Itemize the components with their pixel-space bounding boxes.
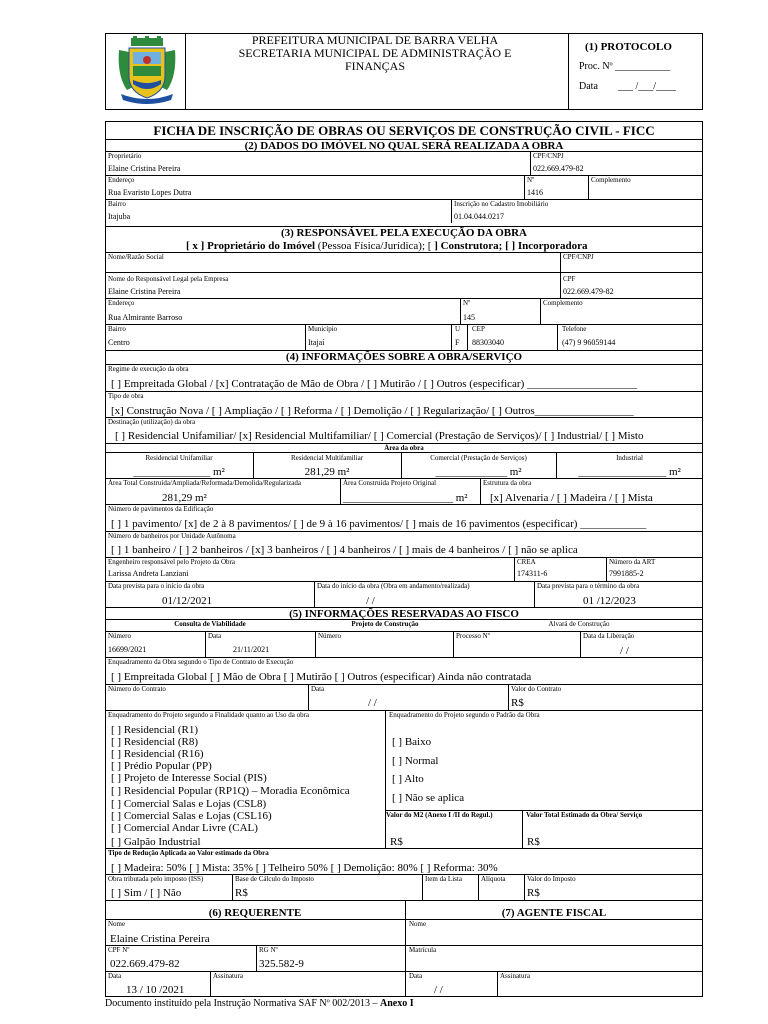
uf-label: U [455,325,461,333]
destinacao-options[interactable]: [ ] Residencial Unifamiliar/ [x] Residencial Multifamiliar/ [ ] Comercial (Prestação de Serviços)/ [ ] Industrial/ [ ] Misto [115,430,644,442]
estrutura-options[interactable]: [x] Alvenaria / [ ] Madeira / [ ] Mista [490,492,653,504]
bairro-label: Bairro [108,200,126,208]
area-val-1[interactable]: 281,29 m² [304,466,350,478]
base-field[interactable]: R$ [235,887,248,899]
area-col-3: Industrial [616,454,643,462]
inicio-label: Data prevista para o início da obra [108,582,205,590]
contrato-data-field[interactable]: / / [368,697,377,709]
viab-data-label: Data [208,632,222,640]
sec3-endereco-field[interactable]: Rua Almirante Barroso [108,313,183,322]
sec6-title: (6) REQUERENTE [208,907,302,919]
banheiros-options[interactable]: [ ] 1 banheiro / [ ] 2 banheiros / [x] 3 banheiros / [ ] 4 banheiros / [ ] mais de 4 banheiros / [ ] não se aplica [111,544,578,556]
crea-field[interactable]: 174311-6 [517,569,548,578]
requerente-nome-label: Nome [108,920,126,928]
municipio-label: Município [308,325,338,333]
area-val-2[interactable]: _____________ m² [435,466,522,478]
sec2-title: (2) DADOS DO IMÓVEL NO QUAL SERÁ REALIZADA A OBRA [244,140,564,152]
cep-label: CEP [472,325,485,333]
inscricao-label: Inscrição no Cadastro Imobiliário [454,200,549,208]
org-name-1: PREFEITURA MUNICIPAL DE BARRA VELHA [251,33,499,47]
sec3-options[interactable] [186,240,588,252]
proprietario-field[interactable]: Elaine Cristina Pereira [108,164,181,173]
valor-total-label: Valor Total Estimado da Obra/ Serviço [526,811,643,819]
contrato-label: Número do Contrato [108,685,166,693]
proprietario-label: Proprietário [108,152,142,160]
requerente-data-label: Data [108,972,122,980]
imposto-label: Valor do Imposto [527,875,576,883]
area-col-2: Comercial (Prestação de Serviços) [430,454,527,462]
sec3-cpf-label: CPF/CNPJ [563,253,594,261]
proc-number-field[interactable]: Proc. Nº ___________ [579,61,671,72]
fin-item-9[interactable]: [ ] Galpão Industrial [111,836,201,848]
imposto-field[interactable]: R$ [527,887,540,899]
inscricao-field[interactable]: 01.04.044.0217 [454,212,504,221]
razao-social-label: Nome/Razão Social [108,253,164,261]
sec3-numero-label: Nº [463,299,471,307]
valor-m2-label: Valor do M2 (Anexo I /II do Regul.) [386,811,493,819]
pavimentos-options[interactable]: [ ] 1 pavimento/ [x] de 2 à 8 pavimentos/ [ ] de 9 à 16 pavimentos/ [ ] mais de 16 pavimentos (especificar) ____________ [111,518,647,530]
art-label: Número da ART [609,558,656,566]
fin-item-5[interactable]: [ ] Residencial Popular (RP1Q) – Moradia Econômica [111,785,350,797]
cpf-label: CPF/CNPJ [533,152,564,160]
engenheiro-field[interactable]: Larissa Andreta Lanziani [108,569,189,578]
footer-note [105,998,414,1010]
telefone-label: Telefone [562,325,587,333]
requerente-data-field[interactable]: 13 / 10 /2021 [126,984,185,996]
padrao-item-0[interactable]: [ ] Baixo [392,736,432,748]
area-col-0: Residencial Unifamiliar [145,454,213,462]
sec3-numero-field[interactable]: 145 [463,313,475,322]
tributada-options[interactable]: [ ] Sim / [ ] Não [111,887,182,899]
responsavel-field[interactable]: Elaine Cristina Pereira [108,287,181,296]
org-name-2: SECRETARIA MUNICIPAL DE ADMINISTRAÇÃO E [238,46,512,60]
crea-label: CREA [517,558,536,566]
bairro-field[interactable]: Itajuba [108,212,131,221]
requerente-cpf-field[interactable]: 022.669.479-82 [110,958,180,970]
area-obra-label: Área da obra [384,444,424,452]
regime-label: Regime de execução da obra [108,365,189,373]
agente-data-label: Data [409,972,423,980]
valor-total-field[interactable]: R$ [527,836,540,848]
fin-item-6[interactable]: [ ] Comercial Salas e Lojas (CSL8) [111,798,267,810]
endereco-field[interactable]: Rua Evaristo Lopes Dutra [108,188,192,197]
sec7-title: (7) AGENTE FISCAL [501,907,607,919]
termino-label: Data prevista para o término da obra [537,582,640,590]
numero-field[interactable]: 1416 [527,188,543,197]
reducao-label: Tipo de Redução Aplicada ao Valor estimado da Obra [108,849,269,857]
header-divider-right [568,33,569,110]
valor-m2-field[interactable]: R$ [390,836,403,848]
requerente-rg-label: RG Nº [259,946,278,954]
requerente-nome-field[interactable]: Elaine Cristina Pereira [110,933,210,945]
telefone-field[interactable]: (47) 9 96059144 [562,338,616,347]
alvara-label: Alvará de Construção [548,620,610,628]
cpf2-field[interactable]: 022.669.479-82 [563,287,614,296]
reducao-options[interactable]: [ ] Madeira: 50% [ ] Mista: 35% [ ] Telheiro 50% [ ] Demolição: 80% [ ] Reforma: 30% [111,862,498,874]
requerente-assinatura-label: Assinatura [213,972,243,980]
andamento-field[interactable]: / / [366,595,375,607]
agente-matricula-label: Matrícula [409,946,437,954]
liberacao-label: Data da Liberação [583,632,635,640]
tipo-obra-label: Tipo de obra [108,392,144,400]
opt-construtora[interactable]: ] Construtora; [ ] Incorporadora [434,240,588,252]
viabilidade-label: Consulta de Viabilidade [174,620,246,628]
cep-field[interactable]: 88303040 [472,338,504,347]
footer-anexo: Anexo I [380,998,414,1009]
regime-options[interactable]: [ ] Empreitada Global / [x] Contratação de Mão de Obra / [ ] Mutirão / [ ] Outros (especificar) ____________________ [111,378,638,390]
tipo-obra-options[interactable]: [x] Construção Nova / [ ] Ampliação / [ ] Reforma / [ ] Demolição / [ ] Regularização/ [ ] Outros__________________ [111,405,634,417]
fin-item-7[interactable]: [ ] Comercial Salas e Lojas (CSL16) [111,810,272,822]
padrao-item-1[interactable]: [ ] Normal [392,755,439,767]
agente-data-field[interactable]: / / [434,984,443,996]
liberacao-field[interactable]: / / [620,645,629,657]
viab-numero-field[interactable]: 16699/2021 [108,645,147,654]
sec3-title: (3) RESPONSÁVEL PELA EXECUÇÃO DA OBRA [280,227,527,239]
endereco-label: Endereço [108,176,135,184]
padrao-item-2[interactable]: [ ] Alto [392,773,424,785]
estrutura-label: Estrutura da obra [483,479,532,487]
coat-of-arms-logo [115,36,179,104]
area-col-1: Residencial Multifamiliar [290,454,364,462]
engenheiro-label: Engenheiro responsável pelo Projeto da Obra [108,558,235,566]
inicio-field[interactable]: 01/12/2021 [162,595,213,607]
valor-contrato-field[interactable]: R$ [511,697,524,709]
fin-item-0[interactable]: [ ] Residencial (R1) [111,724,199,736]
area-total-label: Área Total Construída/Ampliada/Reformada/Demolida/Regularizada [108,479,301,487]
pavimentos-label: Número de pavimentos da Edificação [108,505,214,513]
area-projeto-field[interactable]: ____________________ m² [343,492,468,504]
area-val-0[interactable]: ______________ m² [133,466,225,478]
form-title: FICHA DE INSCRIÇÃO DE OBRAS OU SERVIÇOS DE CONSTRUÇÃO CIVIL - FICC [153,123,655,138]
footer-text: Documento instituído pela Instrução Normativa SAF Nº 002/2013 – [105,998,378,1009]
processo-label: Processo Nº [456,632,490,640]
tributada-label: Obra tributada pelo imposto (ISS) [108,875,204,883]
padrao-label: Enquadramento do Projeto segundo o Padrão da Obra [389,711,540,719]
viab-data-field[interactable]: 21/11/2021 [233,645,270,654]
responsavel-label: Nome do Responsável Legal pela Empresa [108,275,229,283]
fin-item-2[interactable]: [ ] Residencial (R16) [111,748,204,760]
viab-numero-label: Número [108,632,131,640]
base-label: Base de Cálculo do Imposto [235,875,314,883]
uf-field[interactable]: F [455,338,460,347]
cpf-field[interactable]: 022.669.479-82 [533,164,584,173]
opt-pessoa: (Pessoa Física/Jurídica); [ [317,240,432,252]
municipio-field[interactable]: Itajaí [308,338,325,347]
fin-item-1[interactable]: [ ] Residencial (R8) [111,736,199,748]
aliquota-label: Alíquota [481,875,506,883]
item-lista-label: Item da Lista [425,875,462,883]
fin-item-8[interactable]: [ ] Comercial Andar Livre (CAL) [111,822,258,834]
requerente-cpf-label: CPF Nº [108,946,130,954]
sec3-complemento-label: Complemento [543,299,583,307]
projeto-construcao-label: Projeto de Construção [351,620,419,628]
sec3-bairro-label: Bairro [108,325,126,333]
fin-item-4[interactable]: [ ] Projeto de Interesse Social (PIS) [111,772,267,784]
proj-numero-label: Número [318,632,341,640]
termino-field[interactable]: 01 /12/2023 [583,595,636,607]
header-divider-left [185,33,186,110]
valor-contrato-label: Valor do Contrato [511,685,562,693]
andamento-label: Data do início da obra (Obra em andamento/realizada) [317,582,470,590]
sec4-title: (4) INFORMAÇÕES SOBRE A OBRA/SERVIÇO [285,351,523,363]
org-name-3: FINANÇAS [344,59,405,73]
fin-item-3[interactable]: [ ] Prédio Popular (PP) [111,760,212,772]
complemento-label: Complemento [591,176,631,184]
agente-assinatura-label: Assinatura [500,972,530,980]
protocolo-title: (1) PROTOCOLO [585,41,672,53]
area-total-field[interactable]: 281,29 m² [162,492,207,504]
destinacao-label: Destinação (utilização) da obra [108,418,196,426]
agente-nome-label: Nome [409,920,427,928]
contrato-data-label: Data [311,685,325,693]
requerente-rg-field[interactable]: 325.582-9 [259,958,304,970]
protocolo-date-label: Data [579,81,598,92]
area-projeto-label: Área Construída Projeto Original [343,479,437,487]
finalidade-label: Enquadramento do Projeto segundo a Finalidade quanto ao Uso da obra [108,711,310,719]
padrao-item-3[interactable]: [ ] Não se aplica [392,792,465,804]
protocolo-date-field[interactable]: ___ /___/____ [618,81,677,92]
sec3-endereco-label: Endereço [108,299,135,307]
enq-contrato-options[interactable]: [ ] Empreitada Global [ ] Mão de Obra [ ] Mutirão [ ] Outros (especificar) Ainda não contratada [111,671,532,683]
sec3-bairro-field[interactable]: Centro [108,338,130,347]
sec5-title: (5) INFORMAÇÕES RESERVADAS AO FISCO [289,608,519,620]
art-field[interactable]: 7991885-2 [609,569,644,578]
enq-contrato-label: Enquadramento da Obra segundo o Tipo de Contrato de Execução [108,658,294,666]
banheiros-label: Número de banheiros por Unidade Autônoma [108,532,236,540]
numero-label: Nº [527,176,535,184]
cpf2-label: CPF [563,275,576,283]
area-val-3[interactable]: ________________ m² [578,466,681,478]
opt-proprietario[interactable]: [ x ] Proprietário do Imóvel [186,240,316,252]
